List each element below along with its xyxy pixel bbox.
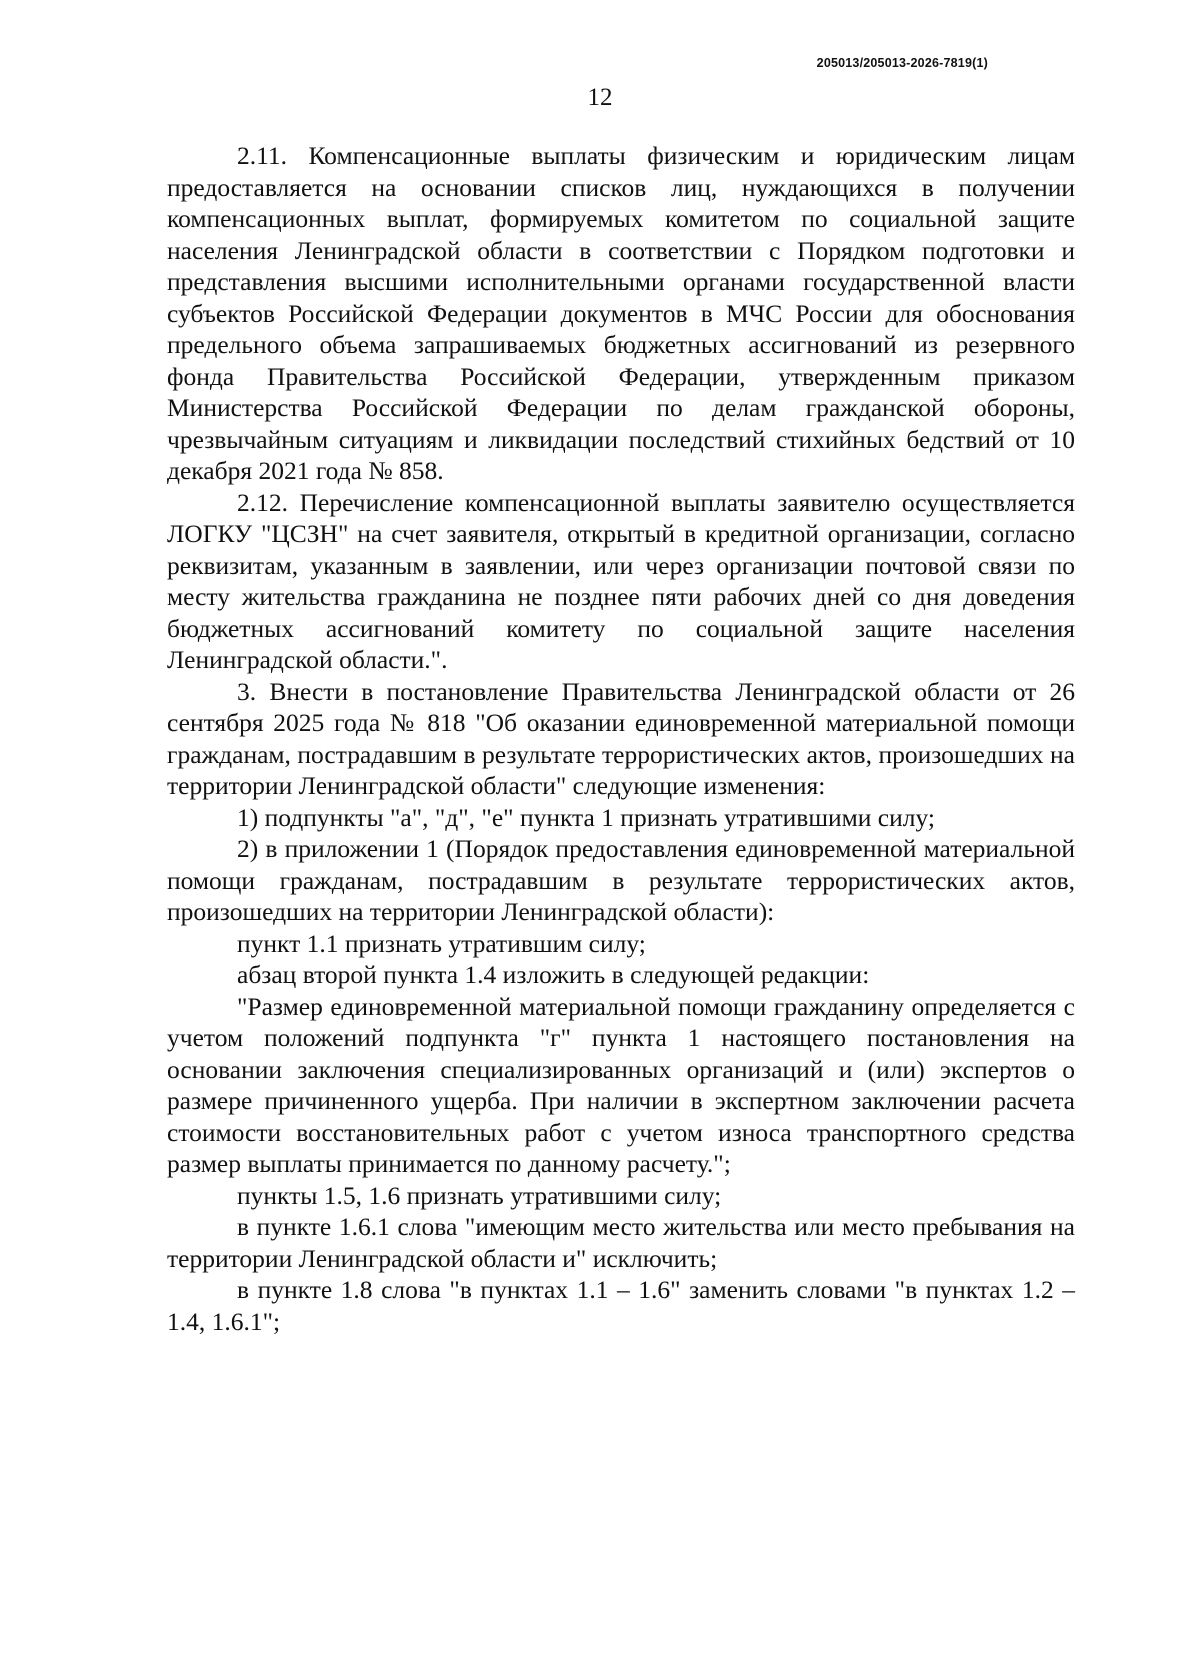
document-body [167,140,1075,1337]
amount-definition-quote: "Размер единовременной материальной помощи гражданину определяется с учетом положений подпункта "г" пункта 1 настоящего постановления на основании заключения специализированных организаций и (или) экспертов о размере причиненного ущерба. При наличии в экспертном заключении расчета стоимости восстановительных работ с учетом износа транспортного средства размер выплаты принимается по данному расчету."; [167,991,1075,1178]
item-1-1-repeal: пункт 1.1 признать утратившим силу; [237,928,646,958]
item-1-4-amendment: абзац второй пункта 1.4 изложить в следующей редакции: [237,960,870,989]
items-1-5-1-6-repeal: пункты 1.5, 1.6 признать утратившими силу; [237,1180,722,1210]
document-id: 205013/205013-2026-7819(1) [816,56,988,70]
paragraph-3: 3. Внести в постановление Правительства Ленинградской области от 26 сентября 2025 года № 818 "Об оказании единовременной материальной помощи гражданам, пострадавшим в результате террористических актов, произошедших на территории Ленинградской области" следующие изменения: [167,676,1075,800]
item-1-8-amendment: в пункте 1.8 слова "в пунктах 1.1 – 1.6" заменить словами "в пунктах 1.2 – 1.4, 1.6.1"; [167,1275,1075,1336]
page-number: 12 [587,84,613,111]
subitem-2: 2) в приложении 1 (Порядок предоставления единовременной материальной помощи гражданам, пострадавшим в результате террористических актов, произошедших на территории Ленинградской области): [167,834,1075,926]
paragraph-2-12: 2.12. Перечисление компенсационной выплаты заявителю осуществляется ЛОГКУ "ЦСЗН" на счет заявителя, открытый в кредитной организации, согласно реквизитам, указанным в заявлении, или через организации почтовой связи по месту жительства гражданина не позднее пяти рабочих дней со дня доведения бюджетных ассигнований комитету по социальной защите населения Ленинградской области.". [167,487,1075,674]
paragraph-2-11: 2.11. Компенсационные выплаты физическим и юридическим лицам предоставляется на основании списков лиц, нуждающихся в получении компенсационных выплат, формируемых комитетом по социальной защите населения Ленинградской области в соответствии с Порядком подготовки и представления высшими исполнительными органами государственной власти субъектов Российской Федерации документов в МЧС России для обоснования предельного объема запрашиваемых бюджетных ассигнований из резервного фонда Правительства Российской Федерации, утвержденным приказом Министерства Российской Федерации по делам гражданской обороны, чрезвычайным ситуациям и ликвидации последствий стихийных бедствий от 10 декабря 2021 года № 858. [167,141,1075,485]
item-1-6-1-amendment: в пункте 1.6.1 слова "имеющим место жительства или место пребывания на территории Ленинградской области и" исключить; [167,1212,1075,1273]
subitem-1: 1) подпункты "а", "д", "е" пункта 1 признать утратившими силу; [237,802,935,832]
